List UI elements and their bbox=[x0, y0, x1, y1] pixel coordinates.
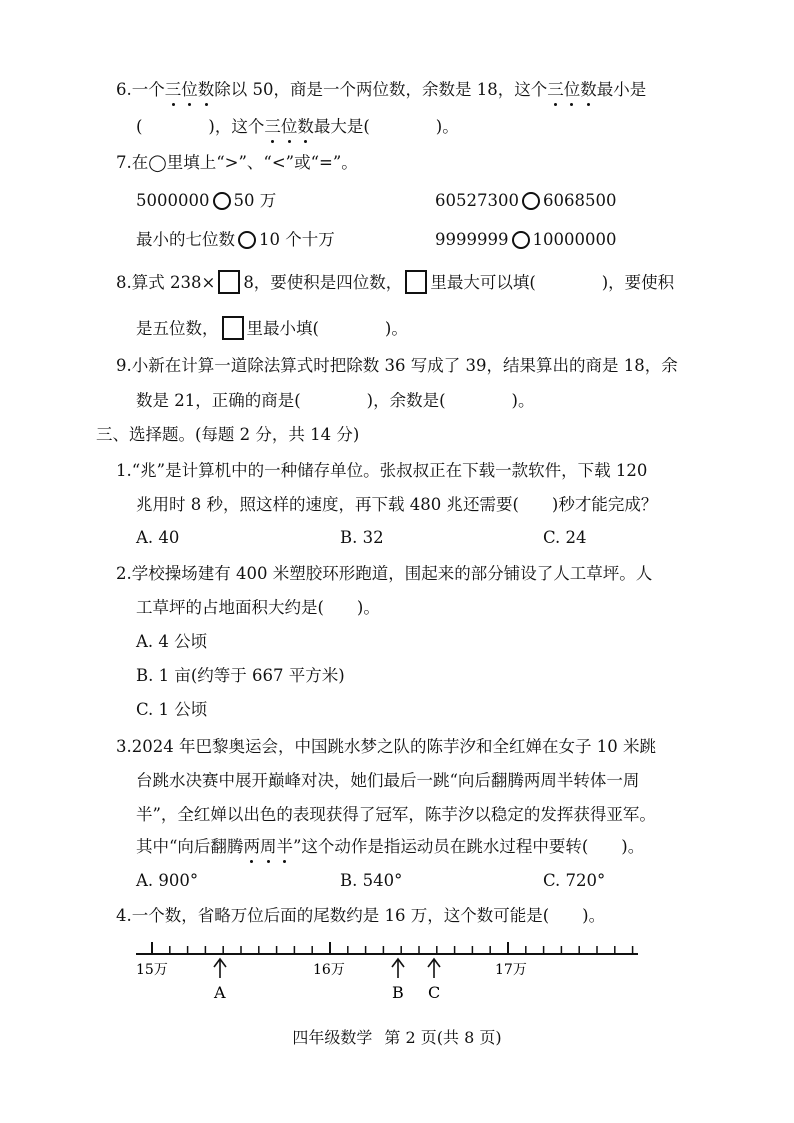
c2-option-b[interactable]: B. 1 亩(约等于 667 平方米) bbox=[136, 666, 345, 685]
page-footer bbox=[0, 1025, 794, 1048]
number-line bbox=[130, 936, 650, 1006]
q9-line2: 数是 21，正确的商是( )，余数是( )。 bbox=[136, 391, 535, 410]
section-title: 三、选择题。(每题 2 分，共 14 分) bbox=[96, 425, 360, 444]
c1-option-a[interactable]: A. 40 bbox=[136, 528, 180, 547]
c1-line1: 1.“兆”是计算机中的一种储存单位。张叔叔正在下载一款软件，下载 120 bbox=[116, 461, 648, 480]
c3-option-a[interactable]: A. 900° bbox=[136, 871, 199, 890]
arrow-a bbox=[214, 959, 226, 978]
c1-line2: 兆用时 8 秒，照这样的速度，再下载 480 兆还需要( )秒才能完成？ bbox=[136, 495, 658, 514]
compare-circle[interactable] bbox=[213, 192, 231, 210]
compare-circle[interactable] bbox=[522, 192, 540, 210]
axis-label-15: 15万 bbox=[136, 962, 168, 978]
marker-b: B bbox=[392, 983, 404, 1002]
axis-label-16: 16万 bbox=[313, 962, 345, 978]
q9-line1: 9.小新在计算一道除法算式时把除数 36 写成了 39，结果算出的商是 18，余 bbox=[116, 356, 678, 375]
q6-line1: 6.一个三位数除以 50，商是一个两位数，余数是 18，这个三位数最小是 bbox=[116, 80, 647, 99]
q6-line2: ( )，这个三位数最大是( )。 bbox=[136, 117, 459, 136]
arrow-c bbox=[428, 959, 440, 978]
c3-line4: 其中“向后翻腾两周半”这个动作是指运动员在跳水过程中要转( )。 bbox=[136, 837, 645, 856]
c2-line1: 2.学校操场建有 400 米塑胶环形跑道，围起来的部分铺设了人工草坪。人 bbox=[116, 564, 653, 583]
footer-subject: 四年级数学 bbox=[292, 1028, 373, 1047]
q7-item-3: 最小的七位数 10 个十万 bbox=[136, 230, 335, 249]
q8-line1: 8.算式 238× 8，要使积是四位数， 里最大可以填( )，要使积 bbox=[116, 270, 674, 294]
arrow-b bbox=[392, 959, 404, 978]
c2-option-a[interactable]: A. 4 公顷 bbox=[136, 632, 208, 651]
footer-page: 第 2 页(共 8 页) bbox=[384, 1028, 502, 1047]
c3-line1: 3.2024 年巴黎奥运会，中国跳水梦之队的陈芋汐和全红婵在女子 10 米跳 bbox=[116, 737, 656, 756]
c3-option-c[interactable]: C. 720° bbox=[543, 871, 606, 890]
q7-item-2: 60527300 6068500 bbox=[435, 191, 617, 210]
marker-c: C bbox=[428, 983, 441, 1002]
c4-line1: 4.一个数，省略万位后面的尾数约是 16 万，这个数可能是( )。 bbox=[116, 906, 606, 925]
marker-a: A bbox=[214, 983, 226, 1002]
blank-square[interactable] bbox=[218, 270, 240, 294]
q7-title: 7.在◯里填上“>”、“<”或“=”。 bbox=[116, 153, 358, 172]
axis-label-17: 17万 bbox=[495, 962, 527, 978]
q7-item-1: 5000000 50 万 bbox=[136, 191, 277, 210]
c2-line2: 工草坪的占地面积大约是( )。 bbox=[136, 598, 380, 617]
c3-option-b[interactable]: B. 540° bbox=[340, 871, 403, 890]
c1-option-b[interactable]: B. 32 bbox=[340, 528, 384, 547]
c3-line2: 台跳水决赛中展开巅峰对决，她们最后一跳“向后翻腾两周半转体一周 bbox=[136, 771, 640, 790]
c1-option-c[interactable]: C. 24 bbox=[543, 528, 587, 547]
blank-square[interactable] bbox=[222, 316, 244, 340]
c2-option-c[interactable]: C. 1 公顷 bbox=[136, 700, 208, 719]
compare-circle[interactable] bbox=[238, 231, 256, 249]
blank-square[interactable] bbox=[405, 270, 427, 294]
q7-item-4: 9999999 10000000 bbox=[435, 230, 617, 249]
c3-line3: 半”，全红婵以出色的表现获得了冠军，陈芋汐以稳定的发挥获得亚军。 bbox=[136, 805, 656, 824]
compare-circle[interactable] bbox=[512, 231, 530, 249]
q8-line2: 是五位数， 里最小填( )。 bbox=[136, 316, 408, 340]
